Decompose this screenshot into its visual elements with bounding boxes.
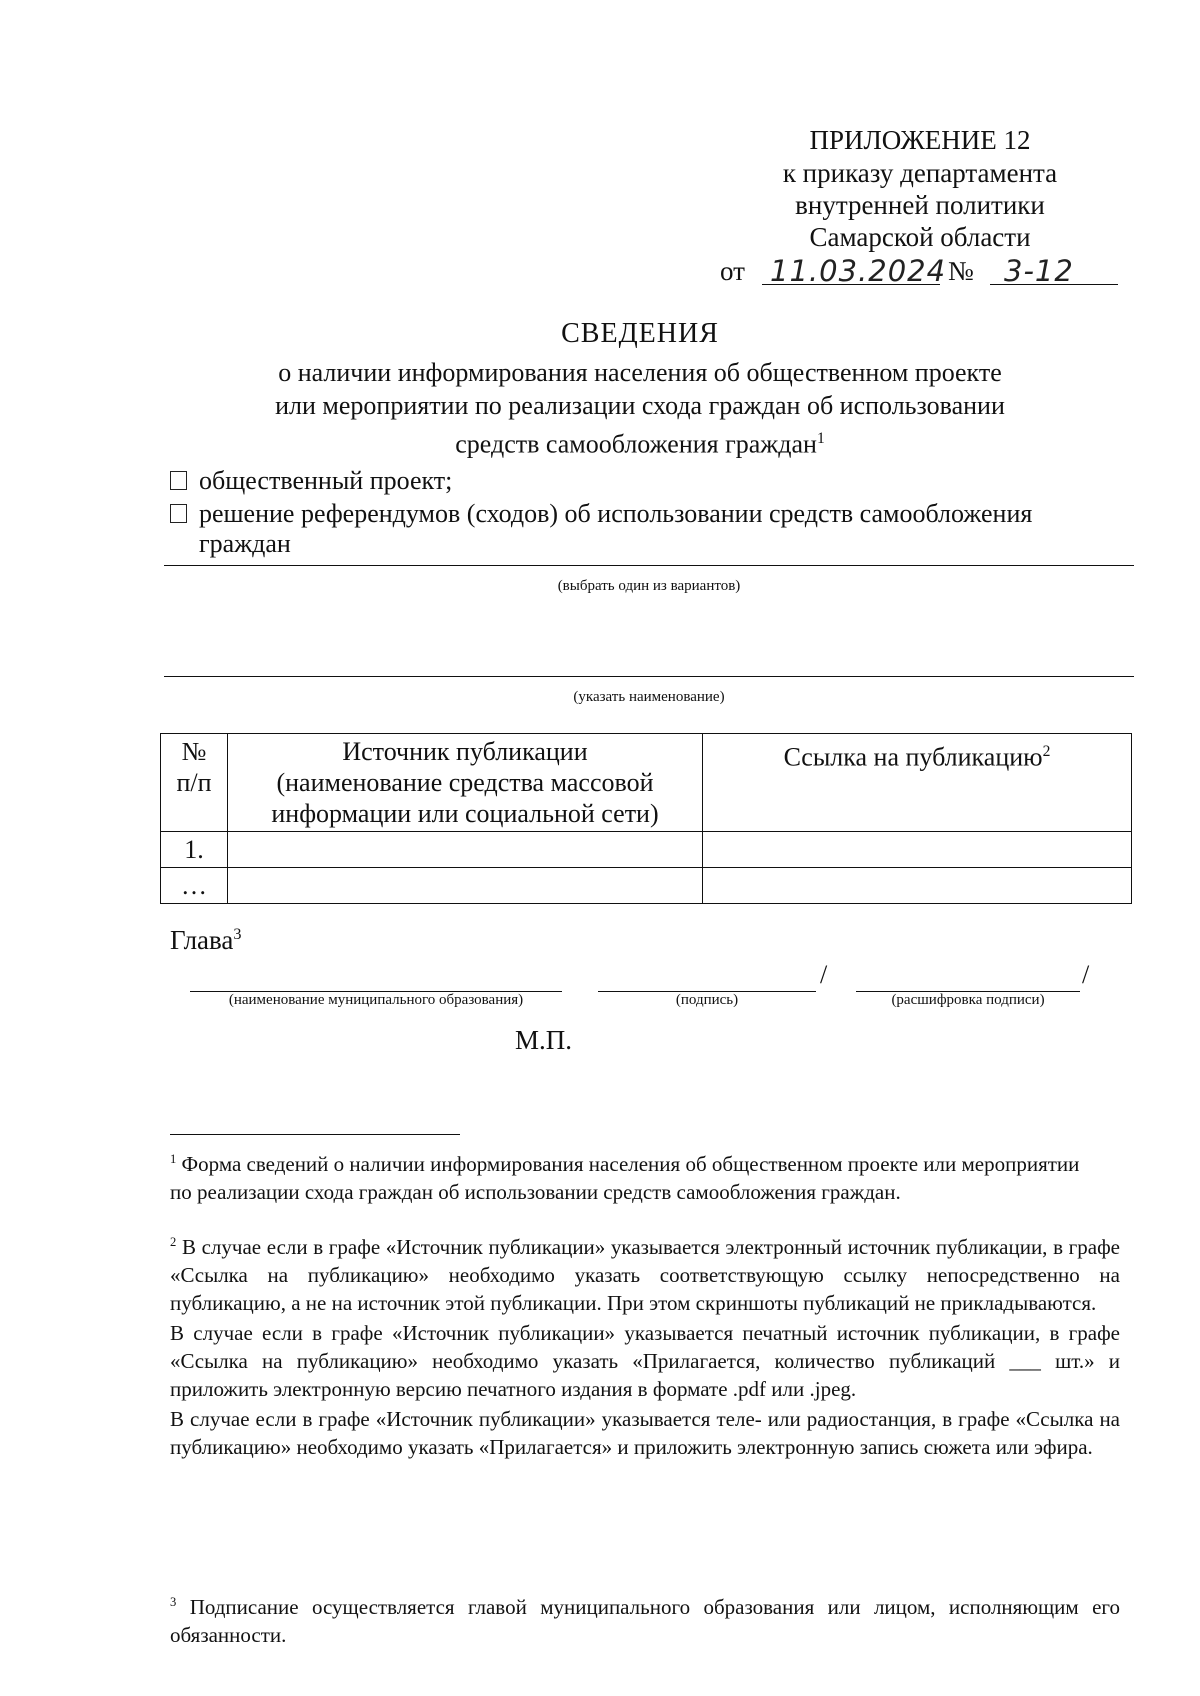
stamp-place-label: М.П. bbox=[515, 1025, 573, 1055]
header-line-1: к приказу департамента bbox=[782, 158, 1058, 188]
order-number-handwritten: 3-12 bbox=[1004, 254, 1074, 288]
row-link-cell[interactable] bbox=[703, 832, 1132, 868]
row-source-cell[interactable] bbox=[228, 832, 703, 868]
row-source-cell[interactable] bbox=[228, 868, 703, 904]
table-row bbox=[161, 832, 1132, 868]
subtitle-line-3: средств самообложения граждан$^1$ bbox=[455, 429, 825, 459]
project-name-caption: (указать наименование) bbox=[573, 689, 725, 705]
header-line-2: внутренней политики bbox=[795, 190, 1045, 220]
footnote-3-mark: 3 bbox=[170, 1595, 177, 1609]
row-number: … bbox=[161, 868, 228, 904]
subtitle-line-1: о наличии информирования населения об общественном проекте bbox=[278, 358, 1002, 387]
row-link-cell[interactable] bbox=[703, 868, 1132, 904]
project-name-line[interactable] bbox=[164, 676, 1134, 677]
col-source-header: Источник публикации (наименование средства массовой информации или социальной сети) bbox=[228, 734, 703, 832]
option-referendum-label: решение референдумов (сходов) об использовании средств самообложения bbox=[199, 499, 1033, 528]
choose-option-line[interactable] bbox=[164, 565, 1134, 566]
footnote-separator bbox=[170, 1134, 460, 1135]
table-row bbox=[161, 868, 1132, 904]
order-date-number bbox=[720, 246, 1120, 286]
document-subtitle bbox=[150, 356, 1130, 461]
number-label: № bbox=[948, 256, 974, 286]
checkbox-referendum[interactable] bbox=[170, 504, 187, 523]
option-public-project-label: общественный проект; bbox=[199, 466, 453, 495]
option-referendum bbox=[170, 498, 1130, 529]
choose-option-caption: (выбрать один из вариантов) bbox=[557, 578, 741, 594]
footnote-1: $^1$ Форма сведений о наличии информирования населения об общественном проекте или мероприятии по реализации схода граждан об использовании средств самообложения граждан. bbox=[170, 1152, 1080, 1204]
appendix-number: ПРИЛОЖЕНИЕ 12 bbox=[809, 125, 1031, 155]
option-public-project bbox=[170, 465, 452, 496]
footnote-3: $^3$ Подписание осуществляется главой муниципального образования или лицом, исполняющим его обязанности. bbox=[170, 1595, 1120, 1647]
row-number: 1. bbox=[161, 832, 228, 868]
col-link-header: Ссылка на публикацию$^2$ bbox=[703, 734, 1132, 832]
municipality-caption: (наименование муниципального образования) bbox=[228, 992, 524, 1008]
table-header-row bbox=[161, 734, 1132, 832]
document-heading: СВЕДЕНИЯ bbox=[561, 318, 719, 349]
order-date-field bbox=[762, 248, 947, 288]
signature-caption: (подпись) bbox=[675, 992, 739, 1008]
publications-table bbox=[160, 733, 1132, 904]
signature-slash-2: / bbox=[1082, 960, 1090, 989]
subtitle-line-2: или мероприятии по реализации схода граждан об использовании bbox=[275, 391, 1005, 420]
decoding-caption: (расшифровка подписи) bbox=[891, 992, 1045, 1008]
order-date-handwritten: 11.03.2024 bbox=[770, 254, 947, 288]
order-number-field bbox=[990, 248, 1118, 288]
from-label: от bbox=[720, 256, 745, 286]
header-line-3: Самарской области bbox=[809, 222, 1031, 252]
col-number-header: № п/п bbox=[161, 734, 228, 832]
footnote-mark-1: 1 bbox=[816, 430, 825, 447]
footnote-2: $^2$ В случае если в графе «Источник публикации» указывается электронный источник публикации, в графе «Ссылка на публикацию» необходимо указать соответствующую ссылку непосредственно на публикацию, а не на источник этой публикации. При этом скриншоты публикаций не прикладываются. В случае если в графе «Источник публикации» указывается печатный источник публикации, в графе «Ссылка на публикацию» необходимо указать «Прилагается, количество публикаций ___ шт.» и приложить электронную версию печатного издания в формате .pdf или .jpeg. В случае если в графе «Источник публикации» указывается теле- или радиостанция, в графе «Ссылка на публикацию» необходимо указать «Прилагается» и приложить электронную запись сюжета или эфира. bbox=[170, 1235, 1120, 1459]
footnote-2-mark: 2 bbox=[170, 1235, 177, 1249]
footnote-mark-2: 2 bbox=[1042, 743, 1051, 760]
footnote-mark-3: 3 bbox=[233, 925, 242, 943]
checkbox-public-project[interactable] bbox=[170, 471, 187, 490]
head-label: Глава$^3$ bbox=[170, 925, 242, 955]
option-referendum-label-cont: граждан bbox=[199, 529, 291, 558]
footnote-1-mark: 1 bbox=[170, 1152, 177, 1166]
signature-slash-1: / bbox=[820, 960, 828, 989]
